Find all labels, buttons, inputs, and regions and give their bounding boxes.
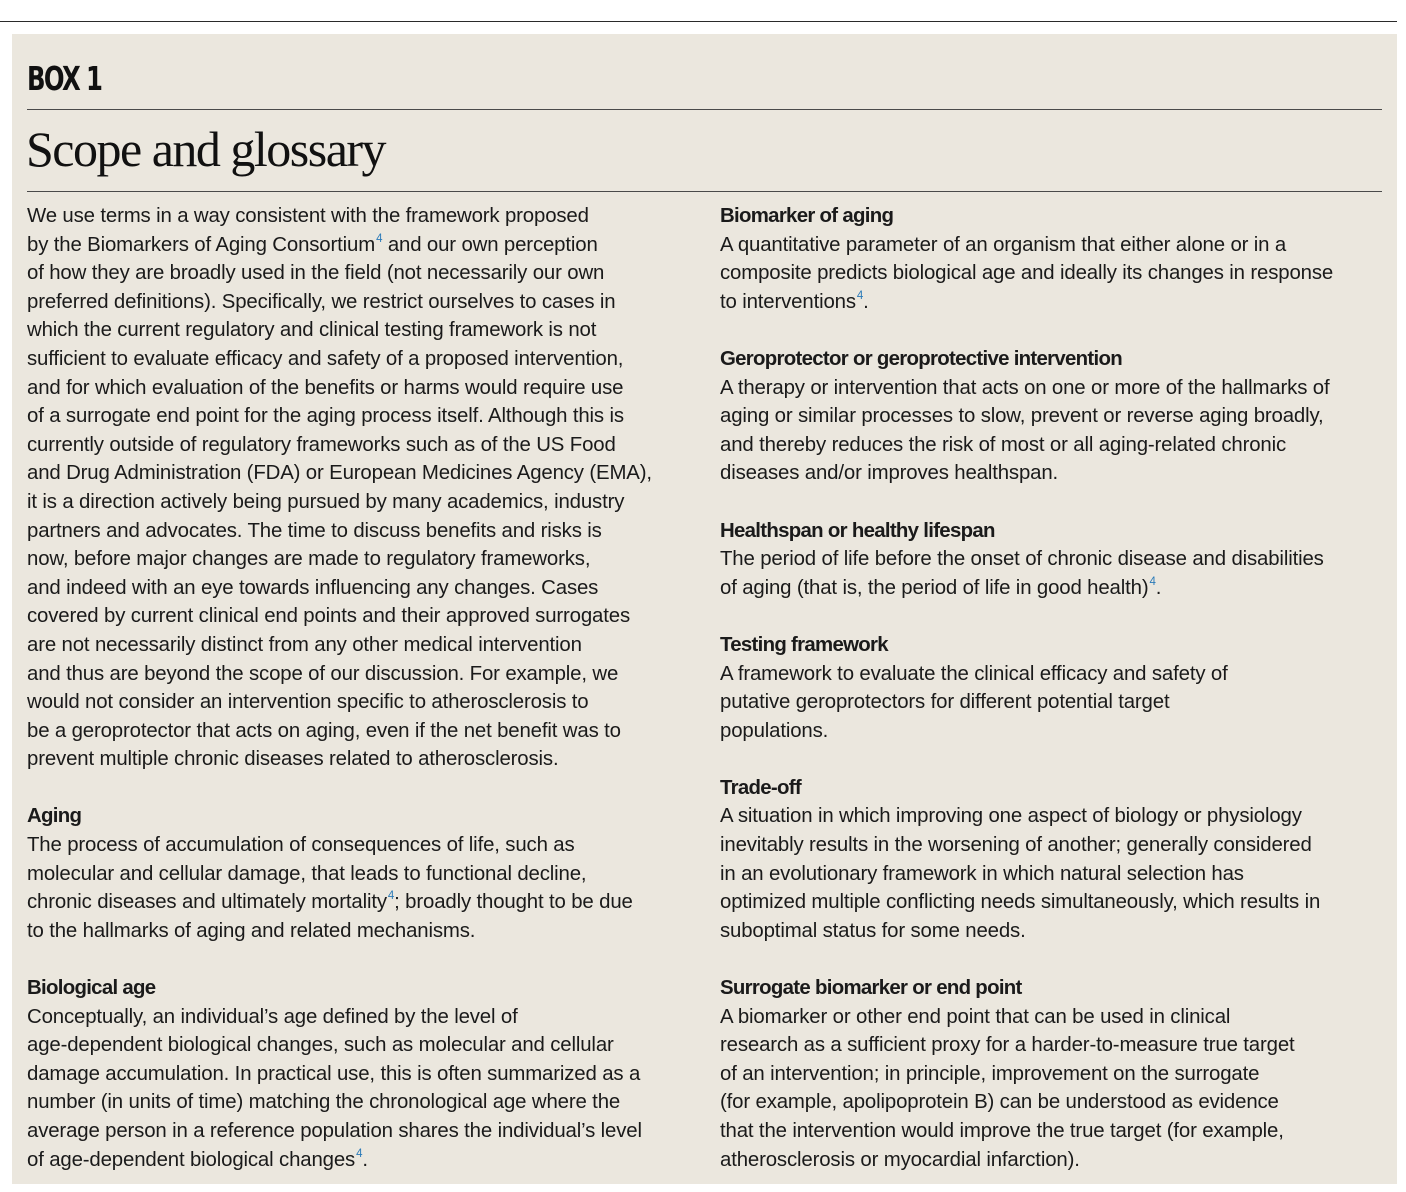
intro-line: and for which evaluation of the benefits or harms would require use — [27, 376, 624, 399]
glossary-definition — [720, 802, 1392, 945]
glossary-term: Aging — [27, 805, 82, 828]
intro-line: We use terms in a way consistent with the framework proposed — [27, 205, 589, 227]
glossary-definition — [27, 1003, 697, 1175]
definition-line: A quantitative parameter of an organism that either alone or in a — [720, 233, 1287, 256]
glossary-definition — [720, 660, 1392, 746]
box-title: Scope and glossary — [26, 121, 386, 177]
left-column — [27, 202, 697, 1174]
intro-line: of how they are broadly used in the field (not necessarily our own — [27, 262, 605, 285]
glossary-definition — [27, 831, 697, 945]
top-rule — [0, 21, 1397, 22]
glossary-term: Testing framework — [720, 633, 888, 656]
box-panel — [12, 34, 1397, 1184]
rule-under-label — [27, 109, 1382, 110]
definition-line: A therapy or intervention that acts on one or more of the hallmarks of — [720, 376, 1330, 399]
definition-line: composite predicts biological age and ideally its changes in response — [720, 262, 1334, 285]
definition-line: damage accumulation. In practical use, this is often summarized as a — [27, 1062, 641, 1085]
definition-line: of age-dependent biological changes — [27, 1148, 356, 1171]
definition-line: of aging (that is, the period of life in good health) — [720, 576, 1149, 599]
definition-line: The process of accumulation of consequences of life, such as — [27, 834, 575, 857]
intro-line: and our own perception — [382, 233, 598, 256]
intro-line: now, before major changes are made to regulatory frameworks, — [27, 548, 591, 571]
definition-line: to interventions — [720, 290, 856, 313]
glossary-entry-biomarker-of-aging — [720, 202, 1392, 316]
definition-line: research as a sufficient proxy for a harder-to-measure true target — [720, 1034, 1295, 1057]
glossary-definition — [720, 545, 1392, 602]
intro-line: partners and advocates. The time to discuss benefits and risks is — [27, 519, 602, 542]
glossary-definition — [720, 374, 1392, 488]
citation-ref[interactable]: 4 — [376, 232, 383, 245]
definition-line: A biomarker or other end point that can be used in clinical — [720, 1005, 1231, 1028]
glossary-entry-aging — [27, 802, 697, 945]
glossary-term: Biological age — [27, 977, 156, 1000]
glossary-entry-testing-framework — [720, 631, 1392, 745]
definition-line: age-dependent biological changes, such as molecular and cellular — [27, 1034, 614, 1057]
definition-line: ; broadly thought to be due — [394, 891, 633, 914]
definition-line: populations. — [720, 719, 829, 742]
definition-line: molecular and cellular damage, that leads to functional decline, — [27, 862, 587, 885]
glossary-entry-healthspan — [720, 517, 1392, 603]
definition-line: The period of life before the onset of chronic disease and disabilities — [720, 548, 1324, 571]
glossary-term: Healthspan or healthy lifespan — [720, 519, 995, 542]
intro-line: prevent multiple chronic diseases related to atherosclerosis. — [27, 748, 559, 771]
intro-line: currently outside of regulatory frameworks such as of the US Food — [27, 433, 616, 456]
glossary-term: Biomarker of aging — [720, 205, 894, 227]
definition-line: average person in a reference population shares the individual’s level — [27, 1120, 642, 1142]
glossary-entry-trade-off — [720, 774, 1392, 946]
intro-line: it is a direction actively being pursued by many academics, industry — [27, 490, 625, 513]
definition-line: in an evolutionary framework in which natural selection has — [720, 862, 1244, 885]
definition-line: that the intervention would improve the true target (for example, — [720, 1120, 1284, 1142]
definition-line: inevitably results in the worsening of another; generally considered — [720, 834, 1312, 857]
intro-line: by the Biomarkers of Aging Consortium — [27, 233, 376, 256]
definition-line: Conceptually, an individual’s age defined by the level of — [27, 1005, 518, 1028]
intro-line: and thus are beyond the scope of our discussion. For example, we — [27, 662, 619, 685]
definition-line: number (in units of time) matching the chronological age where the — [27, 1091, 621, 1114]
intro-line: be a geroprotector that acts on aging, even if the net benefit was to — [27, 719, 621, 742]
definition-line: . — [863, 290, 869, 313]
intro-line: and indeed with an eye towards influencing any changes. Cases — [27, 576, 599, 599]
box-label: BOX 1 — [27, 59, 102, 98]
rule-under-title — [27, 191, 1382, 192]
glossary-term: Geroprotector or geroprotective intervention — [720, 347, 1123, 370]
definition-line: optimized multiple conflicting needs simultaneously, which results in — [720, 891, 1321, 914]
citation-ref[interactable]: 4 — [1149, 575, 1156, 588]
definition-line: suboptimal status for some needs. — [720, 919, 1026, 942]
definition-line: to the hallmarks of aging and related mechanisms. — [27, 919, 476, 942]
glossary-entry-surrogate-biomarker — [720, 974, 1392, 1174]
definition-line: . — [1155, 576, 1162, 599]
definition-line: and thereby reduces the risk of most or all aging-related chronic — [720, 433, 1287, 456]
intro-line: covered by current clinical end points and their approved surrogates — [27, 605, 631, 628]
glossary-entry-biological-age — [27, 974, 697, 1174]
citation-ref[interactable]: 4 — [856, 289, 864, 302]
intro-line: are not necessarily distinct from any other medical intervention — [27, 633, 582, 656]
definition-line: diseases and/or improves healthspan. — [720, 462, 1059, 485]
definition-line: . — [362, 1148, 368, 1171]
definition-line: putative geroprotectors for different potential target — [720, 691, 1170, 714]
definition-line: A framework to evaluate the clinical efficacy and safety of — [720, 662, 1228, 685]
definition-line: (for example, apolipoprotein B) can be understood as evidence — [720, 1091, 1279, 1114]
glossary-term: Surrogate biomarker or end point — [720, 977, 1022, 1000]
definition-line: chronic diseases and ultimately mortality — [27, 891, 387, 914]
glossary-entry-geroprotector — [720, 345, 1392, 488]
definition-line: atherosclerosis or myocardial infarction). — [720, 1148, 1080, 1171]
glossary-definition — [720, 231, 1392, 317]
intro-line: preferred definitions). Specifically, we restrict ourselves to cases in — [27, 290, 616, 313]
intro-line: sufficient to evaluate efficacy and safety of a proposed intervention, — [27, 347, 624, 370]
definition-line: of an intervention; in principle, improvement on the surrogate — [720, 1062, 1260, 1085]
definition-line: A situation in which improving one aspect of biology or physiology — [720, 805, 1302, 828]
glossary-definition — [720, 1003, 1392, 1175]
citation-ref[interactable]: 4 — [356, 1147, 363, 1160]
intro-paragraph — [27, 202, 697, 774]
intro-line: would not consider an intervention specific to atherosclerosis to — [27, 691, 589, 714]
intro-line: which the current regulatory and clinical testing framework is not — [27, 319, 597, 342]
definition-line: aging or similar processes to slow, prevent or reverse aging broadly, — [720, 405, 1324, 428]
intro-line: of a surrogate end point for the aging process itself. Although this is — [27, 405, 624, 428]
glossary-term: Trade-off — [720, 776, 801, 799]
intro-line: and Drug Administration (FDA) or European Medicines Agency (EMA), — [27, 462, 652, 485]
citation-ref[interactable]: 4 — [387, 890, 395, 903]
right-column — [720, 202, 1392, 1174]
